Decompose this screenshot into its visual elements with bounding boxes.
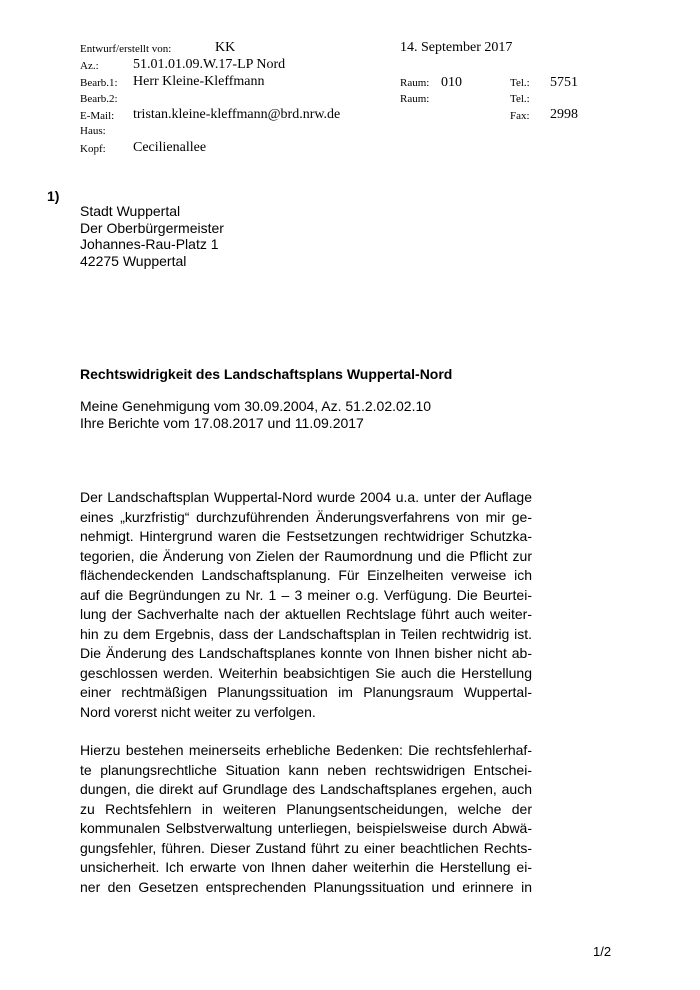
paragraph-line: dungen, die direkt auf Grundlage des Landschaftsplanes ergehen, auch [80,781,532,797]
subject-heading: Rechtswidrigkeit des Landschaftsplans Wuppertal-Nord [80,366,453,382]
entwurf-label: Entwurf/erstellt von: [80,43,172,55]
raum1-label: Raum: [400,77,430,89]
paragraph-line: Hierzu bestehen meinerseits erhebliche Bedenken: Die rechtsfehlerhaf- [80,742,532,758]
bearb2-label: Bearb.2: [80,93,118,105]
paragraph-line: zu Rechtsfehlern in weiteren Planungsentscheidungen, welche der [80,800,532,817]
tel1-label: Tel.: [510,77,530,89]
paragraph-line: Die Änderung des Landschaftsplanes konnte von Ihnen bisher nicht ab- [80,645,532,661]
paragraph-line: tegorien, die Änderung von Zielen der Raumordnung und die Pflicht zur [80,547,532,564]
paragraph-line: unsicherheit. Ich erwarte von Ihnen daher weiterhin die Herstellung ei- [80,859,532,875]
body-paragraph-1 [80,488,532,722]
paragraph-line: hin zu dem Ergebnis, dass der Landschaftsplan in Teilen rechtwidrig ist. [80,625,532,642]
fax-value: 2998 [550,107,578,122]
paragraph-line: kommunalen Selbstverwaltung unterliegen, beispielsweise durch Abwä- [80,820,532,836]
email-value: tristan.kleine-kleffmann@brd.nrw.de [133,107,341,122]
references [80,398,431,431]
bearb1-label: Bearb.1: [80,77,118,89]
body-paragraph-2 [80,741,532,897]
paragraph-line: eines „kurzfristig“ durchzuführenden Änderungsverfahrens von mir ge- [80,508,532,525]
address-line: Johannes-Rau-Platz 1 [80,236,219,252]
paragraph-line: Der Landschaftsplan Wuppertal-Nord wurde 2004 u.a. unter der Auflage [80,489,532,505]
paragraph-line: te planungsrechtliche Situation kann neben rechtswidrigen Entschei- [80,761,532,778]
address-line: Der Oberbürgermeister [80,219,224,236]
az-label: Az.: [80,60,99,72]
paragraph-line: geschlossen werden. Weiterhin beabsichtigen Sie auch die Herstellung [80,664,532,681]
raum1-value: 010 [441,75,462,90]
recipient-address [80,203,224,269]
paragraph-line: nehmigt. Hintergrund waren die Festsetzungen rechtwidriger Schutzka- [80,528,532,544]
kopf-label: Kopf: [80,143,106,155]
kopf-value: Cecilienallee [133,140,207,155]
paragraph-line: ner den Gesetzen entsprechenden Planungssituation und erinnere in [80,878,532,895]
fax-label: Fax: [510,110,530,122]
paragraph-line: auf die Begründungen zu Nr. 1 – 3 meiner o.g. Verfügung. Die Beurtei- [80,586,532,603]
item-number: 1) [47,188,60,204]
paragraph-line: flächendeckenden Landschaftsplanung. Für Einzelheiten verweise ich [80,567,532,583]
page-number: 1/2 [593,944,612,959]
paragraph-line: Nord vorerst nicht weiter zu verfolgen. [80,703,316,720]
paragraph-line: gungsfehler, führen. Dieser Zustand führt zu einer beachtlichen Rechts- [80,839,532,856]
bearb1-value: Herr Kleine-Kleffmann [133,74,265,89]
entwurf-value: KK [215,40,236,55]
haus-label: Haus: [80,125,106,137]
raum2-label: Raum: [400,93,430,105]
reference-line: Ihre Berichte vom 17.08.2017 und 11.09.2017 [80,414,364,431]
email-label: E-Mail: [80,110,115,122]
tel1-value: 5751 [550,75,578,90]
az-value: 51.01.01.09.W.17-LP Nord [133,57,286,72]
document-date: 14. September 2017 [400,40,513,55]
reference-line: Meine Genehmigung vom 30.09.2004, Az. 51.2.02.02.10 [80,398,432,414]
address-line: 42275 Wuppertal [80,252,187,269]
paragraph-line: einer rechtmäßigen Planungssituation im Planungsraum Wuppertal- [80,684,532,700]
tel2-label: Tel.: [510,93,530,105]
address-line: Stadt Wuppertal [80,203,181,219]
paragraph-line: lung der Sachverhalte nach der aktuellen Rechtslage führt auch weiter- [80,606,532,622]
